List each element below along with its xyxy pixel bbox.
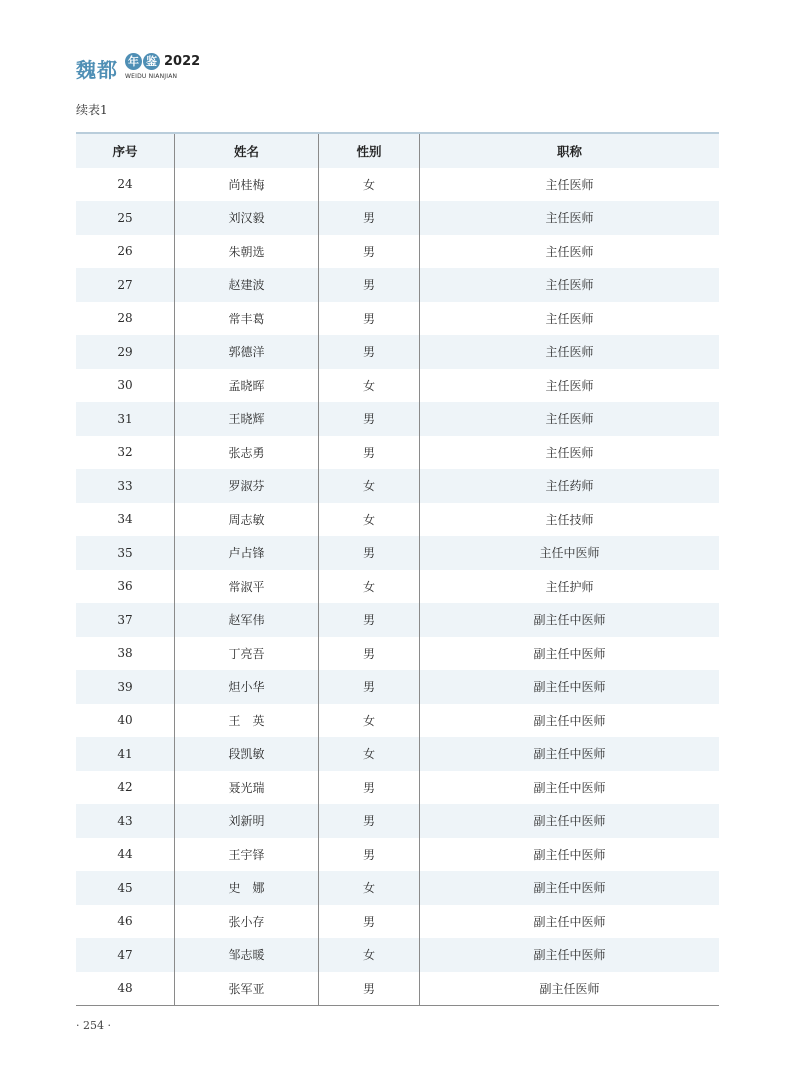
cell-number: 24 — [76, 168, 175, 202]
cell-number: 48 — [76, 972, 175, 1006]
cell-title: 主任医师 — [545, 345, 594, 360]
cell-name: 周志敏 — [175, 503, 319, 537]
cell-name: 张志勇 — [175, 436, 319, 470]
cell-name: 刘汉毅 — [175, 201, 319, 235]
cell-title: 主任医师 — [545, 244, 594, 259]
table-row — [76, 570, 719, 604]
table-row — [76, 771, 719, 805]
table-row — [76, 536, 719, 570]
cell-name: 刘新明 — [175, 804, 319, 838]
cell-name: 王 英 — [175, 704, 319, 738]
cell-name: 丁亮吾 — [175, 637, 319, 671]
cell-title: 主任医师 — [545, 445, 594, 460]
table-row — [76, 804, 719, 838]
logo-badge-char-2: 鉴 — [143, 53, 160, 70]
table-header-row — [76, 134, 719, 168]
page-number: · 254 · — [76, 1019, 111, 1032]
table-row — [76, 436, 719, 470]
cell-title: 主任护师 — [545, 579, 594, 594]
cell-name: 郭德洋 — [175, 335, 319, 369]
yearbook-header — [76, 52, 276, 86]
table-row — [76, 938, 719, 972]
cell-gender: 男 — [319, 637, 420, 671]
cell-number: 47 — [76, 938, 175, 972]
column-header-title: 职称 — [556, 143, 582, 159]
cell-name: 卢占锋 — [175, 536, 319, 570]
cell-gender: 男 — [319, 804, 420, 838]
column-header-gender: 性别 — [319, 134, 420, 168]
cell-name: 王宇铎 — [175, 838, 319, 872]
cell-name: 史 娜 — [175, 871, 319, 905]
cell-gender: 女 — [319, 469, 420, 503]
table-row — [76, 469, 719, 503]
table-row — [76, 905, 719, 939]
table-row — [76, 268, 719, 302]
cell-name: 朱朝选 — [175, 235, 319, 269]
logo-badge — [125, 53, 160, 70]
logo-title: 魏都 — [76, 58, 118, 82]
cell-number: 35 — [76, 536, 175, 570]
cell-title: 主任医师 — [545, 311, 594, 326]
logo-year: 2022 — [164, 54, 201, 69]
column-header-number: 序号 — [76, 134, 175, 168]
cell-number: 39 — [76, 670, 175, 704]
cell-number: 27 — [76, 268, 175, 302]
table-row — [76, 335, 719, 369]
cell-name: 张军亚 — [175, 972, 319, 1006]
cell-name: 尚桂梅 — [175, 168, 319, 202]
table-row — [76, 369, 719, 403]
cell-gender: 男 — [319, 972, 420, 1006]
staff-table — [76, 132, 719, 1006]
cell-title: 副主任中医师 — [533, 680, 606, 695]
cell-number: 43 — [76, 804, 175, 838]
cell-name: 张小存 — [175, 905, 319, 939]
cell-title: 主任医师 — [545, 177, 594, 192]
table-body — [76, 168, 719, 1006]
cell-gender: 男 — [319, 268, 420, 302]
cell-number: 36 — [76, 570, 175, 604]
cell-gender: 男 — [319, 838, 420, 872]
cell-title: 副主任医师 — [539, 981, 600, 996]
cell-number: 46 — [76, 905, 175, 939]
cell-number: 37 — [76, 603, 175, 637]
cell-gender: 男 — [319, 235, 420, 269]
table-row — [76, 603, 719, 637]
cell-gender: 女 — [319, 938, 420, 972]
cell-title: 主任技师 — [545, 512, 594, 527]
cell-gender: 男 — [319, 335, 420, 369]
cell-number: 26 — [76, 235, 175, 269]
column-header-name: 姓名 — [175, 134, 319, 168]
cell-number: 25 — [76, 201, 175, 235]
cell-name: 赵军伟 — [175, 603, 319, 637]
table-row — [76, 670, 719, 704]
cell-gender: 男 — [319, 905, 420, 939]
table-row — [76, 302, 719, 336]
table-row — [76, 972, 719, 1006]
cell-gender: 男 — [319, 771, 420, 805]
table-row — [76, 704, 719, 738]
cell-title: 副主任中医师 — [533, 948, 606, 963]
cell-gender: 男 — [319, 670, 420, 704]
cell-name: 常淑平 — [175, 570, 319, 604]
cell-gender: 男 — [319, 201, 420, 235]
cell-name: 炟小华 — [175, 670, 319, 704]
cell-name: 常丰葛 — [175, 302, 319, 336]
cell-gender: 女 — [319, 871, 420, 905]
table-row — [76, 737, 719, 771]
cell-number: 38 — [76, 637, 175, 671]
table-row — [76, 168, 719, 202]
cell-gender: 男 — [319, 536, 420, 570]
table-row — [76, 871, 719, 905]
logo-badge-char-1: 年 — [125, 53, 142, 70]
cell-number: 41 — [76, 737, 175, 771]
cell-number: 40 — [76, 704, 175, 738]
cell-gender: 女 — [319, 503, 420, 537]
cell-title: 主任药师 — [545, 479, 594, 494]
cell-number: 30 — [76, 369, 175, 403]
cell-name: 邹志暖 — [175, 938, 319, 972]
cell-title: 副主任中医师 — [533, 814, 606, 829]
table-row — [76, 201, 719, 235]
cell-name: 王晓辉 — [175, 402, 319, 436]
table-row — [76, 637, 719, 671]
table-row — [76, 402, 719, 436]
cell-title: 副主任中医师 — [533, 881, 606, 896]
cell-name: 赵建波 — [175, 268, 319, 302]
cell-title: 副主任中医师 — [533, 847, 606, 862]
cell-title: 主任中医师 — [539, 546, 600, 561]
cell-number: 45 — [76, 871, 175, 905]
logo-subtitle: WEIDU NIANJIAN — [125, 73, 178, 80]
cell-gender: 女 — [319, 737, 420, 771]
cell-title: 副主任中医师 — [533, 613, 606, 628]
cell-number: 31 — [76, 402, 175, 436]
cell-gender: 男 — [319, 603, 420, 637]
cell-title: 副主任中医师 — [533, 646, 606, 661]
cell-title: 副主任中医师 — [533, 747, 606, 762]
table-row — [76, 235, 719, 269]
cell-title: 主任医师 — [545, 378, 594, 393]
cell-gender: 男 — [319, 436, 420, 470]
cell-name: 孟晓晖 — [175, 369, 319, 403]
cell-name: 段凯敏 — [175, 737, 319, 771]
cell-title: 主任医师 — [545, 278, 594, 293]
cell-name: 聂光瑞 — [175, 771, 319, 805]
table-row — [76, 503, 719, 537]
cell-title: 副主任中医师 — [533, 780, 606, 795]
cell-number: 34 — [76, 503, 175, 537]
cell-gender: 女 — [319, 369, 420, 403]
cell-gender: 女 — [319, 570, 420, 604]
cell-number: 33 — [76, 469, 175, 503]
cell-title: 主任医师 — [545, 412, 594, 427]
cell-number: 32 — [76, 436, 175, 470]
cell-number: 44 — [76, 838, 175, 872]
cell-name: 罗淑芬 — [175, 469, 319, 503]
cell-title: 副主任中医师 — [533, 914, 606, 929]
cell-number: 42 — [76, 771, 175, 805]
cell-gender: 男 — [319, 302, 420, 336]
cell-gender: 男 — [319, 402, 420, 436]
table-row — [76, 838, 719, 872]
cell-gender: 女 — [319, 704, 420, 738]
cell-number: 28 — [76, 302, 175, 336]
table-caption: 续表1 — [76, 103, 108, 117]
cell-gender: 女 — [319, 168, 420, 202]
cell-number: 29 — [76, 335, 175, 369]
cell-title: 主任医师 — [545, 211, 594, 226]
cell-title: 副主任中医师 — [533, 713, 606, 728]
